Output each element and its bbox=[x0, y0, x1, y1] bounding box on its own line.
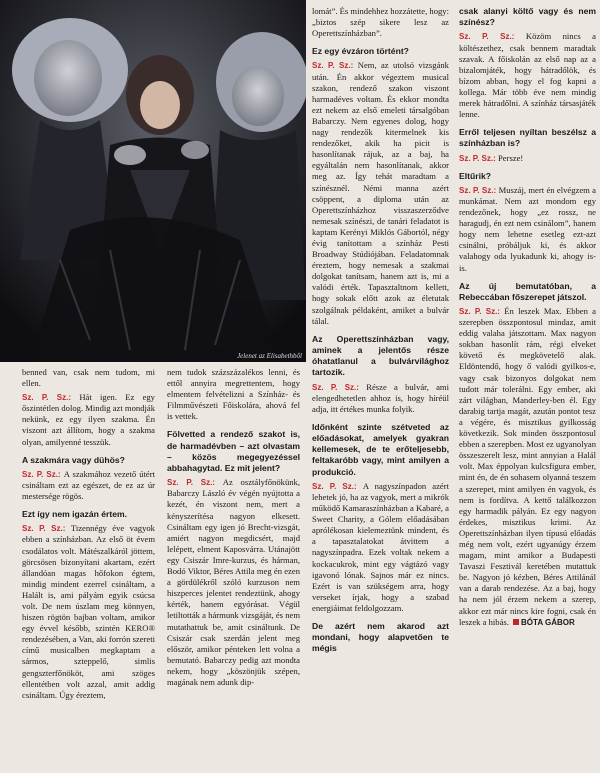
interview-question: Az új bemutatóban, a Rebeccában főszerepet játszol. bbox=[459, 280, 596, 302]
speaker-label: Sz. P. Sz.: bbox=[312, 481, 363, 491]
photo-caption: Jelenet az Elisabethből bbox=[237, 352, 302, 360]
interview-question: Ez egy évzáron történt? bbox=[312, 46, 409, 57]
article-column-1 bbox=[22, 367, 155, 704]
interview-answer: Sz. P. Sz.: Muszáj, mert én elvégzem a munkámat. Nem azt mondom egy rendezőnek, hogy „ez rossz, ne haragudj, én ezt nem csinálom”, hanem hogy nem lehetne esetleg ezt-azt csinálni, próbáljuk ki, és akkor valahogy oda lyukadunk ki, ahogy is-is. bbox=[459, 184, 597, 273]
interview-answer: Sz. P. Sz.: Közöm nincs a költészethez, csak bennem maradtak szavak. A főiskolán az első nap az a bizalomjáték, hogy hátradőlök, és bízom abban, hogy el fog kapni a kollega. Már több éve nem mindig merek hátradőlni. A színház társasjáték lenne. bbox=[459, 31, 596, 120]
interview-question: Fölvetted a rendező szakot is, de harmadévben – azt olvastam – közös megegyezéssel abbahagytad. Ez mit jelent? bbox=[167, 429, 300, 474]
speaker-label: Sz. P. Sz.: bbox=[459, 32, 526, 42]
interview-answer: Sz. P. Sz.: Tizennégy éve vagyok ebben a színházban. Az első öt évem csodálatos volt. Mátészalkáról jöttem, görcsösen bizonyítani akartam, ezért állandóan magas hőfokon égtem, mindig mindent ezerrel csináltam, a Halált is, ami pályám egyik csúcsa volt. De nem úszlam meg könnyen, hiszen rögtön bajban voltam, amikor egy évvel később, szintén KERO® rendezésében, a Van, aki forrón szereti című musicalben megkaptam a sármos, szteppelő, simlis gengszterfőnököt, ami szöges ellentétben volt azzal, amit addig csináltam. Úgy éreztem, bbox=[22, 523, 155, 700]
speaker-label: Sz. P. Sz.: bbox=[312, 61, 358, 71]
body-paragraph: lomát”. És mindehhez hozzátette, hogy: „biztos szép sikere lesz az Operettszínházban”. bbox=[312, 6, 449, 39]
interview-answer: Sz. P. Sz.: Része a bulvár, ami elengedhetetlen ahhoz is, hogy híréül adja, itt értékes munka folyik. bbox=[312, 381, 449, 414]
interview-answer: Sz. P. Sz.: A szakmához vezető útért csináltam ezt az egészet, de ez az úr mestersége rögös. bbox=[22, 468, 155, 502]
stage-scene-image bbox=[0, 0, 306, 362]
interview-question: Erről teljesen nyíltan beszélsz a színházban is? bbox=[459, 127, 596, 149]
body-paragraph: nem tudok százszázalékos lenni, és ettől annyira megrettentem, hogy elmentem felvételizni a Színház- és Filmművészeti Főiskolára, ahová fel is vettek. bbox=[167, 367, 300, 422]
body-paragraph: benned van, csak nem tudom, mi ellen. bbox=[22, 367, 155, 389]
speaker-label: Sz. P. Sz.: bbox=[22, 393, 80, 403]
interview-question: Az Operettszínházban vagy, aminek a jelentős része óhatatlanul a bulvárvilághoz tartozik. bbox=[312, 333, 449, 378]
speaker-label: Sz. P. Sz.: bbox=[459, 185, 499, 195]
article-column-3 bbox=[312, 6, 449, 658]
interview-question: De azért nem akarod azt mondani, hogy alapvetően te mégis bbox=[312, 620, 449, 654]
end-mark-icon bbox=[513, 619, 519, 625]
interview-answer: Sz. P. Sz.: Hát igen. Ez egy őszintétlen dolog. Mindig azt mondják nekünk, ez egy ilyen szakma. Én viszont azt állítom, hogy a szakma olyan, amilyenné tesszük. bbox=[22, 392, 155, 447]
interview-answer: Sz. P. Sz.: Persze! bbox=[459, 152, 524, 163]
interview-question: csak alanyi költő vagy és nem színész? bbox=[459, 6, 596, 28]
interview-answer: Sz. P. Sz.: Nem, az utolsó vizsgánk után. Én akkor végeztem musical szakon, rendező szakon viszont harmadéves voltam. És ekkor mondta ezt nekem az első emeleti társalgóban Babarczy. Nem egyenes dolog, hogy nagy rendezők kitermelnek kis rendezőket, akik ha picit is hasonlítanak rájuk, az a baj, ha egyáltalán nem hasonlítanak, akkor meg az. Így tehát maradtam a színésznél. Némi manna azért csöppent, a diploma után az Operettszínházhoz visszaszerződve nemesak színészi, de tanári feladatot is kaptam Kerényi Miklós Gábortól, négy évig tanítottam a színház Pesti Broadway Stúdiójában. Feladatomnak éreztem, hogy nemesak a szakmai dolgokat tanítsam, hanem azt is, mi a valódi érték. Tapasztaltnom kellett, hogy sokak előtt azok az életutak szolgálnak példaként, amiket a bulvár tálal. bbox=[312, 60, 449, 326]
speaker-label: Sz. P. Sz.: bbox=[459, 307, 505, 317]
interview-question: Eltűrik? bbox=[459, 170, 491, 181]
interview-question: A szakmára vagy dühös? bbox=[22, 454, 125, 465]
interview-answer: Sz. P. Sz.: Én leszek Max. Ebben a szerepben összpontosul mindaz, amit eddig valaha játszottam. Max nagyon sokban hasonlít rám, régi elveket követő és megkövetelő alak. Eldöntendő, hogy ő valódi gyilkos-e, vagy csak bizonyos dolgokat nem tudott már tolerálni. Egy ember, aki zárt világban, Manderley-ben él. Egy darabig tartja magát, azután pontot tesz a végére, és misztikus gyilkosság következik. Sok minden összpontosul ebben a szerepben. Most ez ugyanolyan összeszerelt lesz, mint annyian a Halál volt. Max éppolyan kulcsfigura ember, mint én, de én sohasem olyanná teszem a szerepet, mint amilyen én vagyok, és nem is fordítva. A kettő találkozzon egy harmadik pályán. Ez egy nagyon érdekes, misztikus krimi. Az Operettszínházban ilyen típusú előadás még nem volt, ezért ugyanúgy érzem magam, mint amikor a Budapesti Tavaszi Fesztivál keretében mutattuk be. Nagyon jó kézben, Béres Attilánál van a darab rendezése. Az a baj, hogy ha nem jól érzem nekem a szerep, akkor ezt már nincs kire fogni, csak én leszek a hibás. BÓTA GÁBOR bbox=[459, 306, 596, 627]
interview-question: Ezt így nem igazán értem. bbox=[22, 509, 128, 520]
author-signature: BÓTA GÁBOR bbox=[521, 617, 575, 627]
interview-answer: Sz. P. Sz.: Az osztályfőnökünk, Babarczy László év végén nyújtotta a kezét, én viszont nem, mert a kényszerítésa nagyon elkesett. Csináltam egy igen jó Brecht-vizsgát, amiért nagyon megdicsért, majd lelépett, elment Kaposvárra. Utánajött egy Csiszár Imre-kurzus, és hárman, Bodó Viktor, Béres Attila meg én ezen a gördülékről szóló kurzuson nem hiszperces jelentet rendeztünk, ahogy kérték, hanem egyórásat. Végül letiltották a hármunk vizsgáját, és nem mutathattuk be, amit csináltunk. De Csiszár csak szerdán jelent meg először, amikor pénteken lett volna a bemutató. Babarczy pedig azt mondta nekem, hogy „köszönjük szépen, magának nem adunk dip- bbox=[167, 477, 300, 687]
speaker-label: Sz. P. Sz.: bbox=[312, 382, 367, 392]
interview-answer: Sz. P. Sz.: A nagyszínpadon azért lehetek jó, ha az vagyok, mert a mikrók működő Kamaraszínházban a Kabaré, a Sweet Charity, a Gólem előadásában aprólékosan kielemeztünk mindent, és a tapasztalatokat átvittem a nagyszínpadra. Ezek voltak nekem a kockacukrok, mint egy vágtázó vagy igavonó lónak. Sajnos már ez nincs. Ezért is van szükségem arra, hogy verseket írjak, hogy a szabad energiáimat feldolgozzam. bbox=[312, 480, 449, 613]
speaker-label: Sz. P. Sz.: bbox=[167, 478, 223, 488]
article-column-2 bbox=[167, 367, 300, 691]
speaker-label: Sz. P. Sz.: bbox=[22, 524, 71, 534]
article-photo bbox=[0, 0, 306, 362]
article-column-4 bbox=[459, 6, 596, 631]
speaker-label: Sz. P. Sz.: bbox=[459, 153, 498, 163]
interview-question: Időnként szinte szétveted az előadásokat, amelyek gyakran kellemesek, de te erőteljesebb, feltakaróbb vagy, mint amilyen a produkció. bbox=[312, 421, 449, 477]
speaker-label: Sz. P. Sz.: bbox=[22, 469, 64, 479]
